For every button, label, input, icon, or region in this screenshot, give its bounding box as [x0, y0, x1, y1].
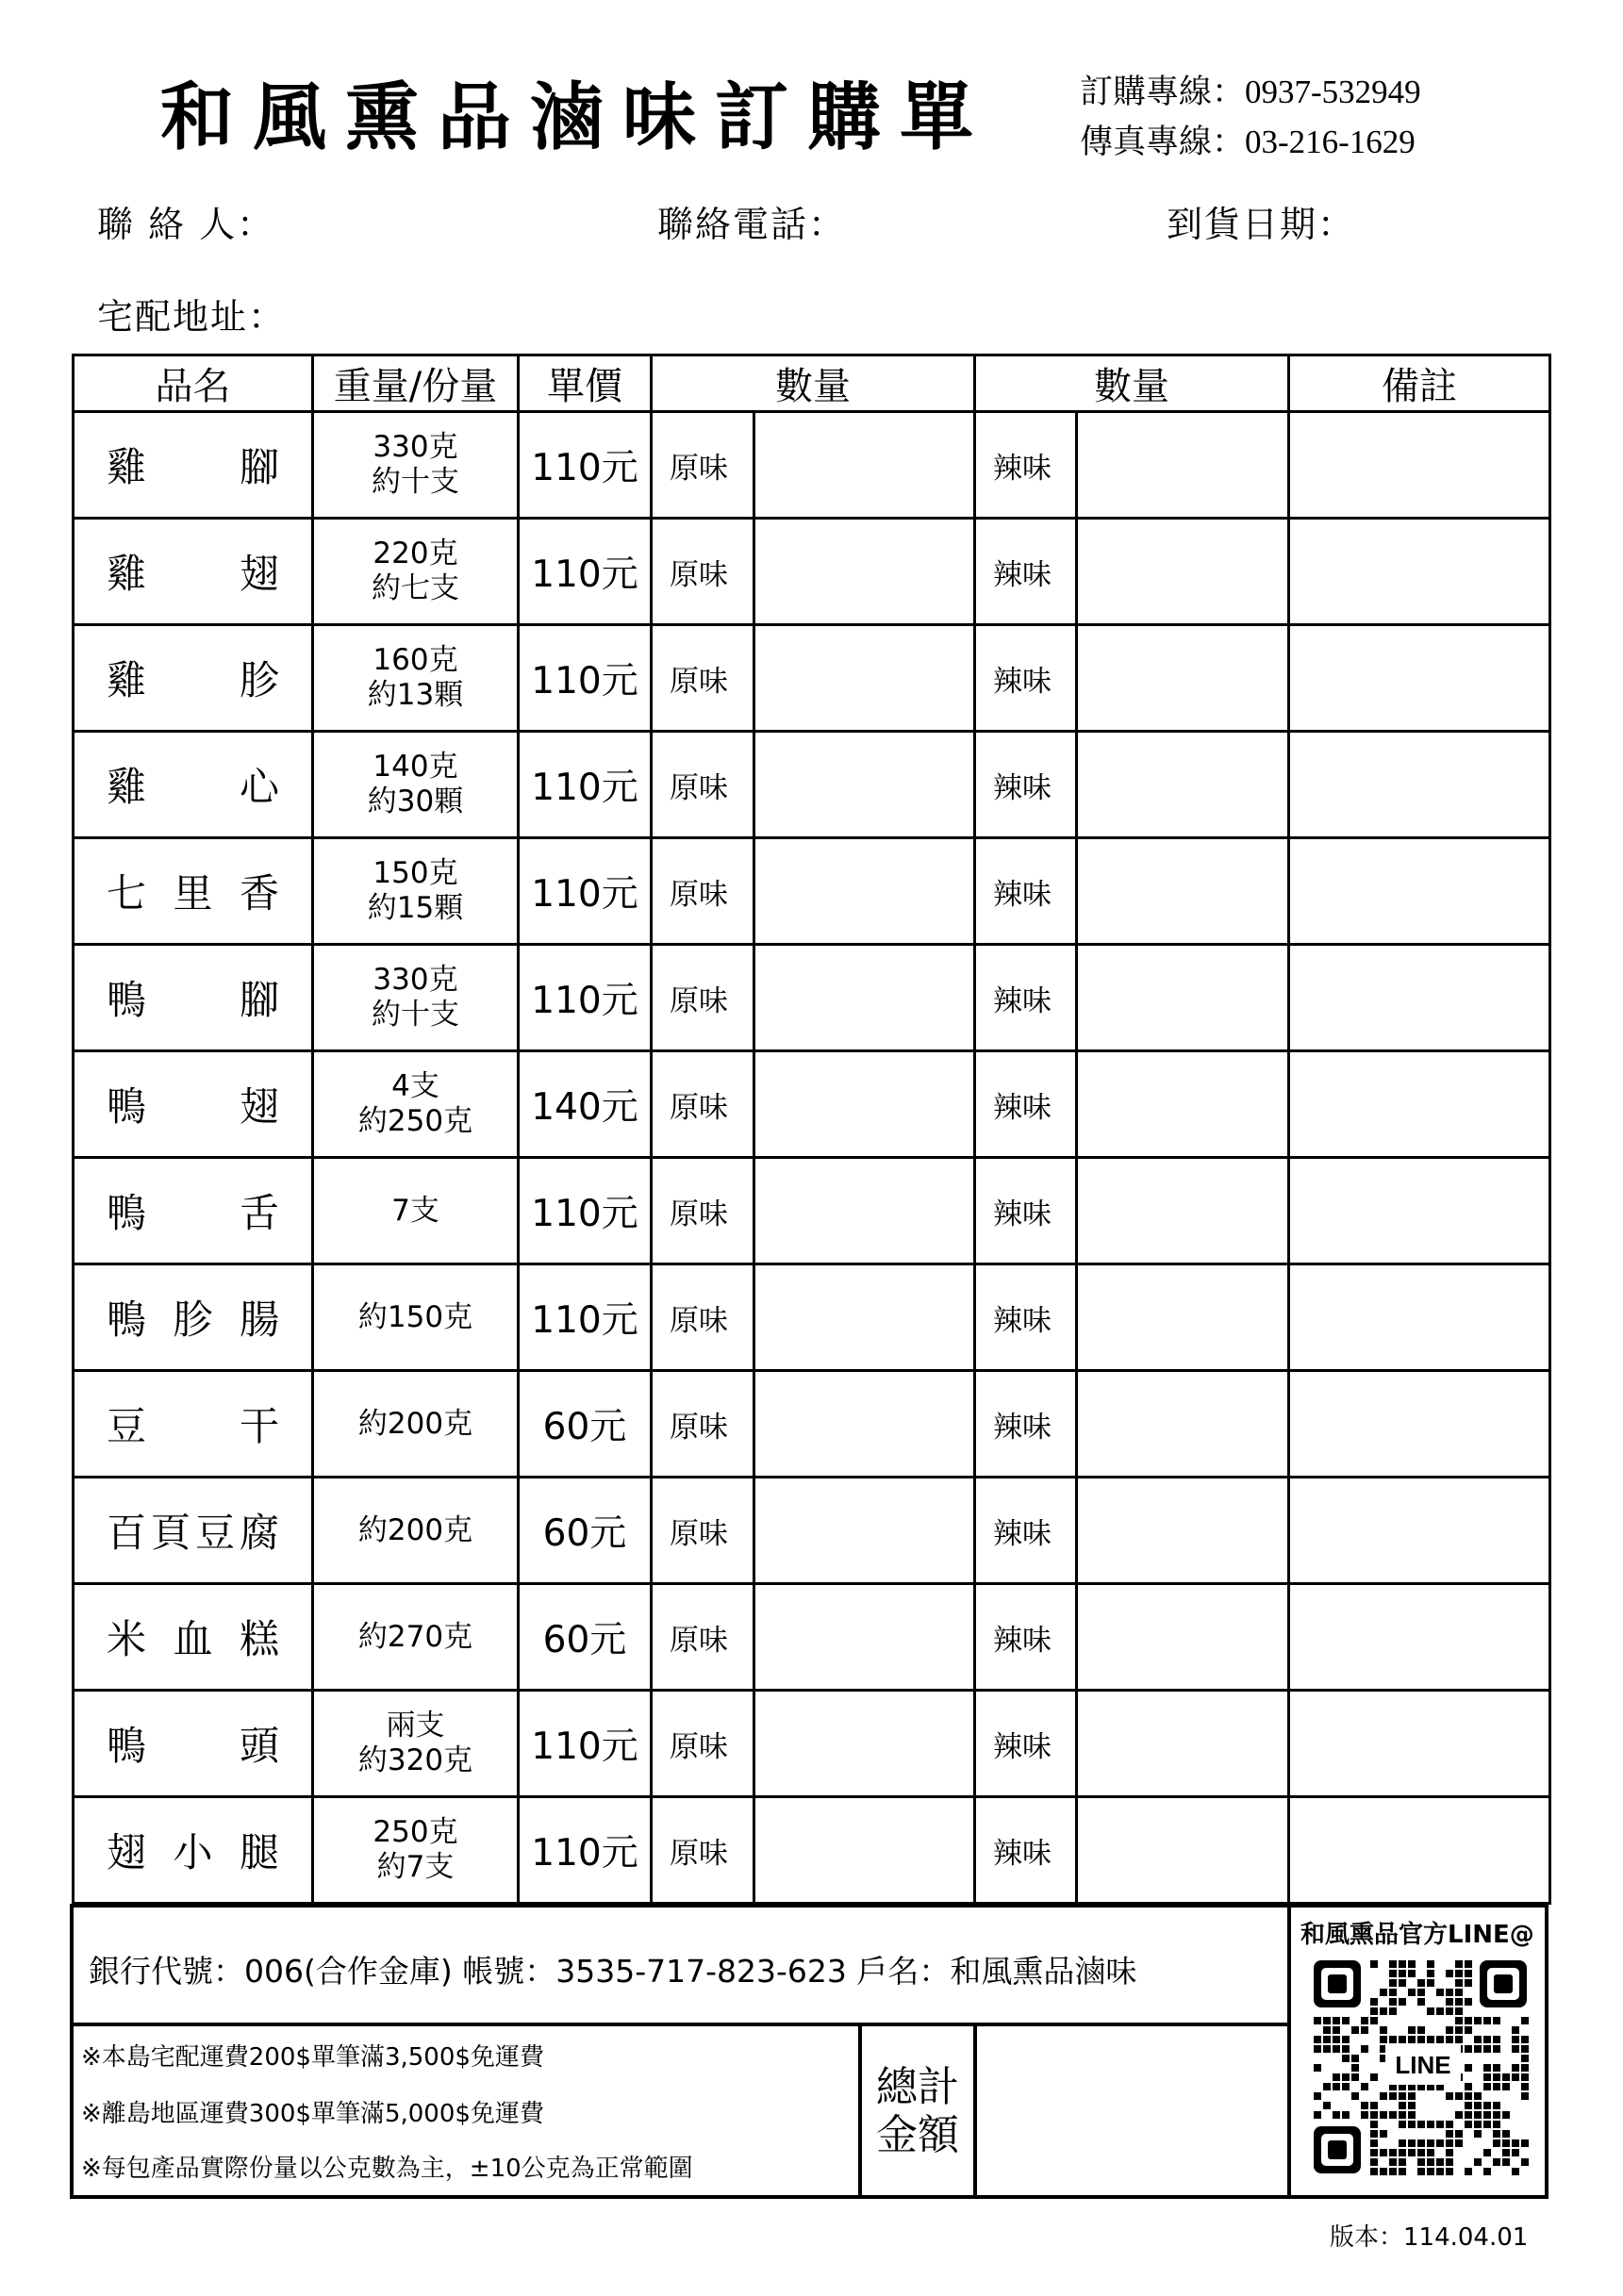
flavor-original-label: 原味: [652, 1264, 754, 1371]
flavor-original-label: 原味: [652, 1158, 754, 1264]
weight-line1: 250克: [373, 1815, 458, 1850]
form-title: 和風熏品滷味訂購單: [160, 74, 993, 160]
bank-info: 銀行代號：006(合作金庫) 帳號：3535-717-823-623 戶名：和風熏品滷味: [89, 1953, 1137, 1990]
flavor-spicy-label: 辣味: [975, 1478, 1077, 1584]
product-price: 110元: [519, 519, 652, 625]
remark-input[interactable]: [1289, 1158, 1550, 1264]
table-row: [74, 1584, 1550, 1691]
product-name: 雞腳: [74, 412, 313, 519]
total-label-box: [858, 2023, 977, 2199]
product-weight: [313, 1797, 519, 1904]
fax-line: 傳真專線：03-216-1629: [1080, 124, 1416, 160]
table-row: [74, 1371, 1550, 1478]
order-table: [72, 354, 1551, 1905]
product-price: 110元: [519, 1691, 652, 1797]
flavor-original-label: 原味: [652, 945, 754, 1051]
address-label: 宅配地址：: [97, 296, 287, 338]
product-name: 鴨舌: [74, 1158, 313, 1264]
quantity-original-input[interactable]: [754, 1584, 975, 1691]
quantity-spicy-input[interactable]: [1077, 1797, 1289, 1904]
remark-input[interactable]: [1289, 1264, 1550, 1371]
table-header-row: [74, 355, 1550, 412]
table-row: [74, 838, 1550, 945]
flavor-spicy-label: 辣味: [975, 1371, 1077, 1478]
contact-person-label: 聯 絡 人：: [97, 204, 275, 245]
flavor-original-label: 原味: [652, 838, 754, 945]
quantity-spicy-input[interactable]: [1077, 1371, 1289, 1478]
quantity-spicy-input[interactable]: [1077, 519, 1289, 625]
product-weight: [313, 1371, 519, 1478]
remark-input[interactable]: [1289, 1584, 1550, 1691]
product-weight: [313, 732, 519, 838]
flavor-spicy-label: 辣味: [975, 732, 1077, 838]
product-weight: [313, 838, 519, 945]
weight-line2: 約320克: [357, 1743, 473, 1777]
product-weight: [313, 1051, 519, 1158]
product-name: 雞翅: [74, 519, 313, 625]
total-amount-label: [862, 2064, 973, 2159]
product-weight: [313, 1584, 519, 1691]
total-label-line1: 總計: [876, 2063, 959, 2111]
quantity-original-input[interactable]: [754, 732, 975, 838]
product-price: 140元: [519, 1051, 652, 1158]
weight-line1: 約270克: [357, 1619, 473, 1654]
product-name: 豆干: [74, 1371, 313, 1478]
table-row: [74, 1264, 1550, 1371]
product-price: 60元: [519, 1584, 652, 1691]
remark-input[interactable]: [1289, 1691, 1550, 1797]
product-price: 110元: [519, 945, 652, 1051]
quantity-spicy-input[interactable]: [1077, 1691, 1289, 1797]
weight-line2: 約7支: [376, 1850, 455, 1884]
remark-input[interactable]: [1289, 625, 1550, 732]
quantity-spicy-input[interactable]: [1077, 1478, 1289, 1584]
flavor-original-label: 原味: [652, 1797, 754, 1904]
flavor-spicy-label: 辣味: [975, 412, 1077, 519]
product-name: 鴨翅: [74, 1051, 313, 1158]
weight-line2: 約十支: [372, 998, 459, 1032]
remark-input[interactable]: [1289, 412, 1550, 519]
remark-input[interactable]: [1289, 945, 1550, 1051]
remark-input[interactable]: [1289, 1478, 1550, 1584]
flavor-spicy-label: 辣味: [975, 519, 1077, 625]
weight-line1: 4支: [391, 1069, 439, 1104]
weight-line1: 約200克: [357, 1512, 473, 1547]
note-mainland-shipping: ※本島宅配運費200$單筆滿3,500$免運費: [81, 2043, 544, 2072]
flavor-original-label: 原味: [652, 1691, 754, 1797]
line-official-label: 和風熏品官方LINE@: [1300, 1921, 1534, 1949]
version-label: 版本：114.04.01: [1330, 2223, 1529, 2252]
note-weight-tolerance: ※每包產品實際份量以公克數為主，±10公克為正常範圍: [81, 2155, 693, 2183]
quantity-spicy-input[interactable]: [1077, 1264, 1289, 1371]
quantity-spicy-input[interactable]: [1077, 625, 1289, 732]
header-price: 單價: [519, 355, 652, 412]
product-weight: [313, 1158, 519, 1264]
product-price: 110元: [519, 732, 652, 838]
weight-line1: 140克: [373, 750, 458, 785]
table-row: [74, 1158, 1550, 1264]
flavor-original-label: 原味: [652, 1371, 754, 1478]
flavor-original-label: 原味: [652, 519, 754, 625]
product-name: 翅小腿: [74, 1797, 313, 1904]
weight-line1: 150克: [373, 856, 458, 891]
weight-line2: 約15顆: [367, 891, 464, 925]
flavor-spicy-label: 辣味: [975, 1584, 1077, 1691]
table-row: [74, 732, 1550, 838]
product-name: 鴨胗腸: [74, 1264, 313, 1371]
delivery-date-label: 到貨日期：: [1167, 204, 1356, 245]
line-qr-box: [1287, 1904, 1548, 2199]
header-quantity-original: 數量: [652, 355, 975, 412]
flavor-spicy-label: 辣味: [975, 838, 1077, 945]
product-price: 60元: [519, 1478, 652, 1584]
quantity-spicy-input[interactable]: [1077, 945, 1289, 1051]
weight-line2: 約30顆: [367, 785, 464, 818]
remark-input[interactable]: [1289, 838, 1550, 945]
remark-input[interactable]: [1289, 519, 1550, 625]
flavor-original-label: 原味: [652, 732, 754, 838]
product-price: 60元: [519, 1371, 652, 1478]
quantity-original-input[interactable]: [754, 838, 975, 945]
product-name: 米血糕: [74, 1584, 313, 1691]
table-row: [74, 519, 1550, 625]
remark-input[interactable]: [1289, 1371, 1550, 1478]
remark-input[interactable]: [1289, 1051, 1550, 1158]
weight-line1: 約150克: [357, 1299, 473, 1334]
weight-line1: 330克: [373, 430, 458, 465]
product-weight: [313, 1264, 519, 1371]
weight-line1: 7支: [391, 1193, 439, 1228]
flavor-spicy-label: 辣味: [975, 1264, 1077, 1371]
remark-input[interactable]: [1289, 1797, 1550, 1904]
quantity-spicy-input[interactable]: [1077, 732, 1289, 838]
product-name: 雞胗: [74, 625, 313, 732]
weight-line2: 約七支: [372, 571, 459, 605]
quantity-original-input[interactable]: [754, 1797, 975, 1904]
product-name: 七里香: [74, 838, 313, 945]
table-row: [74, 412, 1550, 519]
quantity-spicy-input[interactable]: [1077, 1158, 1289, 1264]
flavor-spicy-label: 辣味: [975, 1691, 1077, 1797]
product-price: 110元: [519, 1158, 652, 1264]
table-row: [74, 1051, 1550, 1158]
table-row: [74, 1797, 1550, 1904]
product-name: 雞心: [74, 732, 313, 838]
table-row: [74, 1478, 1550, 1584]
header-name: 品名: [74, 355, 313, 412]
table-row: [74, 625, 1550, 732]
product-price: 110元: [519, 1264, 652, 1371]
product-name: 鴨頭: [74, 1691, 313, 1797]
weight-line2: 約十支: [372, 465, 459, 499]
notes-box: [70, 2023, 862, 2199]
product-price: 110元: [519, 838, 652, 945]
flavor-original-label: 原味: [652, 1478, 754, 1584]
product-price: 110元: [519, 1797, 652, 1904]
product-price: 110元: [519, 412, 652, 519]
flavor-original-label: 原味: [652, 1051, 754, 1158]
weight-line2: 約13顆: [367, 678, 464, 712]
flavor-spicy-label: 辣味: [975, 945, 1077, 1051]
quantity-original-input[interactable]: [754, 1158, 975, 1264]
bank-info-box: [70, 1904, 1291, 2026]
weight-line1: 220克: [373, 537, 458, 571]
note-island-shipping: ※離島地區運費300$單筆滿5,000$免運費: [81, 2100, 544, 2128]
quantity-spicy-input[interactable]: [1077, 838, 1289, 945]
remark-input[interactable]: [1289, 732, 1550, 838]
quantity-spicy-input[interactable]: [1077, 412, 1289, 519]
table-row: [74, 1691, 1550, 1797]
product-weight: [313, 412, 519, 519]
quantity-original-input[interactable]: [754, 1264, 975, 1371]
product-weight: [313, 625, 519, 732]
flavor-original-label: 原味: [652, 625, 754, 732]
header-quantity-spicy: 數量: [975, 355, 1289, 412]
quantity-original-input[interactable]: [754, 412, 975, 519]
product-name: 鴨腳: [74, 945, 313, 1051]
product-weight: [313, 1691, 519, 1797]
quantity-original-input[interactable]: [754, 519, 975, 625]
flavor-spicy-label: 辣味: [975, 625, 1077, 732]
product-weight: [313, 945, 519, 1051]
table-row: [74, 945, 1550, 1051]
total-amount-field[interactable]: [973, 2023, 1291, 2199]
order-hotline: 訂購專線：0937-532949: [1080, 74, 1421, 110]
flavor-spicy-label: 辣味: [975, 1158, 1077, 1264]
quantity-original-input[interactable]: [754, 1371, 975, 1478]
quantity-original-input[interactable]: [754, 625, 975, 732]
flavor-spicy-label: 辣味: [975, 1051, 1077, 1158]
quantity-original-input[interactable]: [754, 945, 975, 1051]
weight-line2: 約250克: [357, 1104, 473, 1138]
line-qr-code-icon[interactable]: [1312, 1958, 1529, 2175]
header-weight: 重量/份量: [313, 355, 519, 412]
quantity-original-input[interactable]: [754, 1691, 975, 1797]
quantity-spicy-input[interactable]: [1077, 1051, 1289, 1158]
quantity-original-input[interactable]: [754, 1478, 975, 1584]
product-name: 百頁豆腐: [74, 1478, 313, 1584]
quantity-spicy-input[interactable]: [1077, 1584, 1289, 1691]
weight-line1: 160克: [373, 643, 458, 678]
product-price: 110元: [519, 625, 652, 732]
header-remark: 備註: [1289, 355, 1550, 412]
phone-label: 聯絡電話：: [657, 204, 847, 245]
line-logo-text: LINE: [1395, 2051, 1451, 2079]
quantity-original-input[interactable]: [754, 1051, 975, 1158]
flavor-spicy-label: 辣味: [975, 1797, 1077, 1904]
flavor-original-label: 原味: [652, 412, 754, 519]
product-weight: [313, 1478, 519, 1584]
total-label-line2: 金額: [876, 2110, 959, 2159]
weight-line1: 兩支: [386, 1709, 445, 1743]
flavor-original-label: 原味: [652, 1584, 754, 1691]
weight-line1: 330克: [373, 963, 458, 998]
weight-line1: 約200克: [357, 1406, 473, 1441]
product-weight: [313, 519, 519, 625]
